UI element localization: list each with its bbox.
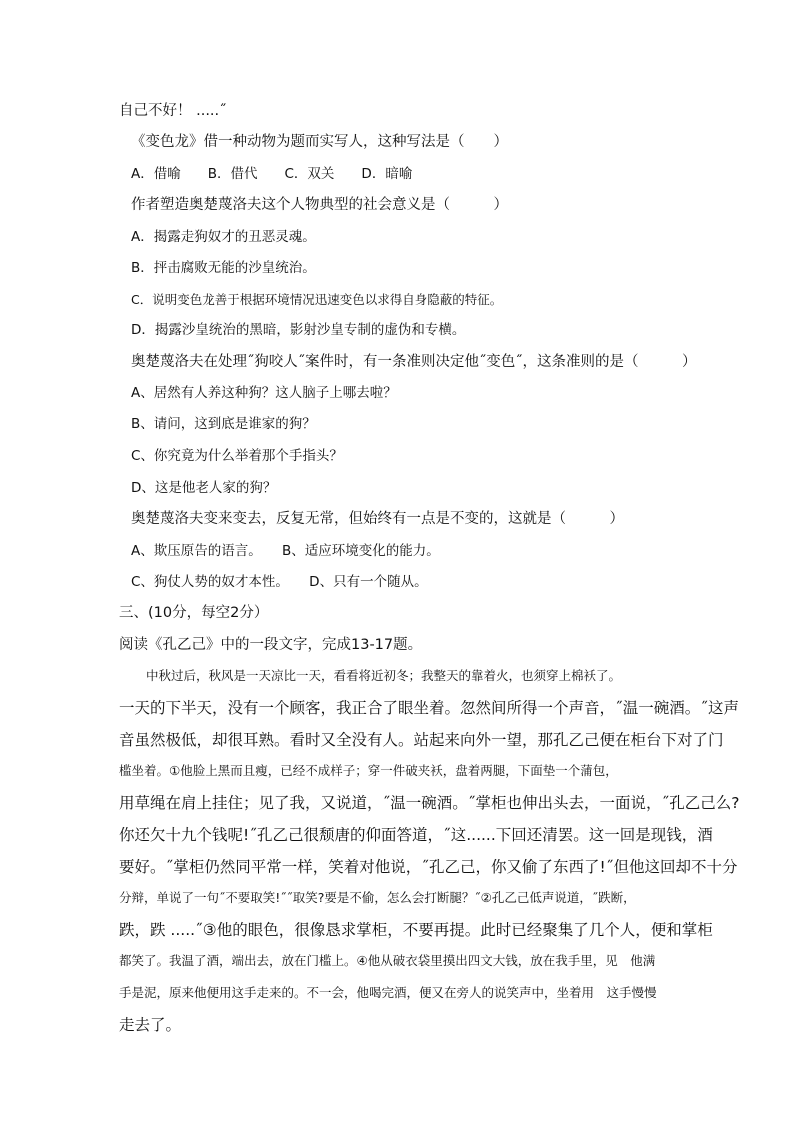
option-b-rule: B、请问，这到底是谁家的狗？ — [131, 416, 316, 432]
option-b-social-meaning: B．抨击腐败无能的沙皇统治。 — [131, 260, 316, 276]
option-d-social-meaning: D．揭露沙皇统治的黑暗，影射沙皇专制的虚伪和专横。 — [131, 322, 466, 338]
question-stem-writing-technique: 《变色龙》借一种动物为题而实写人，这种写法是（ ） — [131, 134, 508, 150]
passage-line-1: 中秋过后，秋风是一天凉比一天，看看将近初冬；我整天的靠着火，也须穿上棉袄了。 — [146, 668, 622, 683]
option-a-social-meaning: A．揭露走狗奴才的丑恶灵魂。 — [131, 229, 316, 245]
passage-line-7: 要好。˝掌柜仍然同平常一样，笑着对他说，˝孔乙己，你又偷了东西了!˝但他这回却不十分 — [119, 858, 738, 876]
options-cd-unchanging: C、狗仗人势的奴才本性。 D、只有一个随从。 — [131, 574, 428, 590]
text-line-continuation: 自己不好！ .....˝ — [119, 103, 227, 119]
passage-line-2: 一天的下半天，没有一个顾客，我正合了眼坐着。忽然间所得一个声音，˝温一碗酒。˝这声 — [119, 699, 740, 717]
question-stem-rule: 奥楚蔑洛夫在处理˝狗咬人˝案件时，有一条准则决定他˝变色˝，这条准则的是（ ） — [131, 354, 697, 370]
passage-line-4: 槛坐着。①他脸上黑而且瘦，已经不成样子；穿一件破夹袄，盘着两腿，下面垫一个蒲包， — [119, 763, 618, 778]
options-ab-unchanging: A、欺压原告的语言。 B、适应环境变化的能力。 — [131, 543, 440, 559]
passage-line-9: 跌，跌 .....˝③他的眼色，很像恳求掌柜，不要再提。此时已经聚集了几个人，便和掌柜 — [119, 921, 713, 939]
option-d-rule: D、这是他老人家的狗？ — [131, 480, 277, 496]
section-heading-three: 三、(10分，每空2分） — [119, 605, 269, 621]
option-c-rule: C、你究竟为什么举着那个手指头？ — [131, 448, 343, 464]
question-options-writing-technique: A．借喻 B．借代 C．双关 D．暗喻 — [131, 166, 413, 182]
passage-line-5: 用草绳在肩上挂住；见了我，又说道，˝温一碗酒。˝掌柜也伸出头去，一面说，˝孔乙己么? — [119, 794, 740, 812]
passage-line-3: 音虽然极低，却很耳熟。看时又全没有人。站起来向外一望，那孔乙己便在柜台下对了门 — [119, 731, 724, 749]
passage-line-8: 分辩，单说了一句˝不要取笑!˝˝取笑?要是不偷，怎么会打断腿？˝②孔乙己低声说道，˝跌断， — [119, 890, 636, 905]
passage-line-10: 都笑了。我温了酒，端出去，放在门槛上。④他从破衣袋里摸出四文大钱，放在我手里，见 他满 — [119, 953, 656, 968]
question-stem-unchanging: 奥楚蔑洛夫变来变去，反复无常，但始终有一点是不变的，这就是（ ） — [131, 511, 624, 527]
reading-instruction: 阅读《孔乙己》中的一段文字，完成13-17题。 — [119, 637, 423, 653]
passage-line-12: 走去了。 — [119, 1016, 182, 1034]
question-stem-social-meaning: 作者塑造奥楚蔑洛夫这个人物典型的社会意义是（ ） — [131, 197, 508, 213]
passage-line-11: 手是泥，原来他便用这手走来的。不一会，他喝完酒，便又在旁人的说笑声中，坐着用 这手慢慢 — [119, 985, 657, 1000]
passage-line-6: 你还欠十九个钱呢!˝孔乙己很颓唐的仰面答道，˝这......下回还清罢。这一回是现钱，酒 — [119, 826, 713, 844]
option-c-social-meaning: C．说明变色龙善于根据环境情况迅速变色以求得自身隐蔽的特征。 — [131, 292, 503, 307]
option-a-rule: A、居然有人养这种狗？这人脑子上哪去啦？ — [131, 385, 397, 401]
